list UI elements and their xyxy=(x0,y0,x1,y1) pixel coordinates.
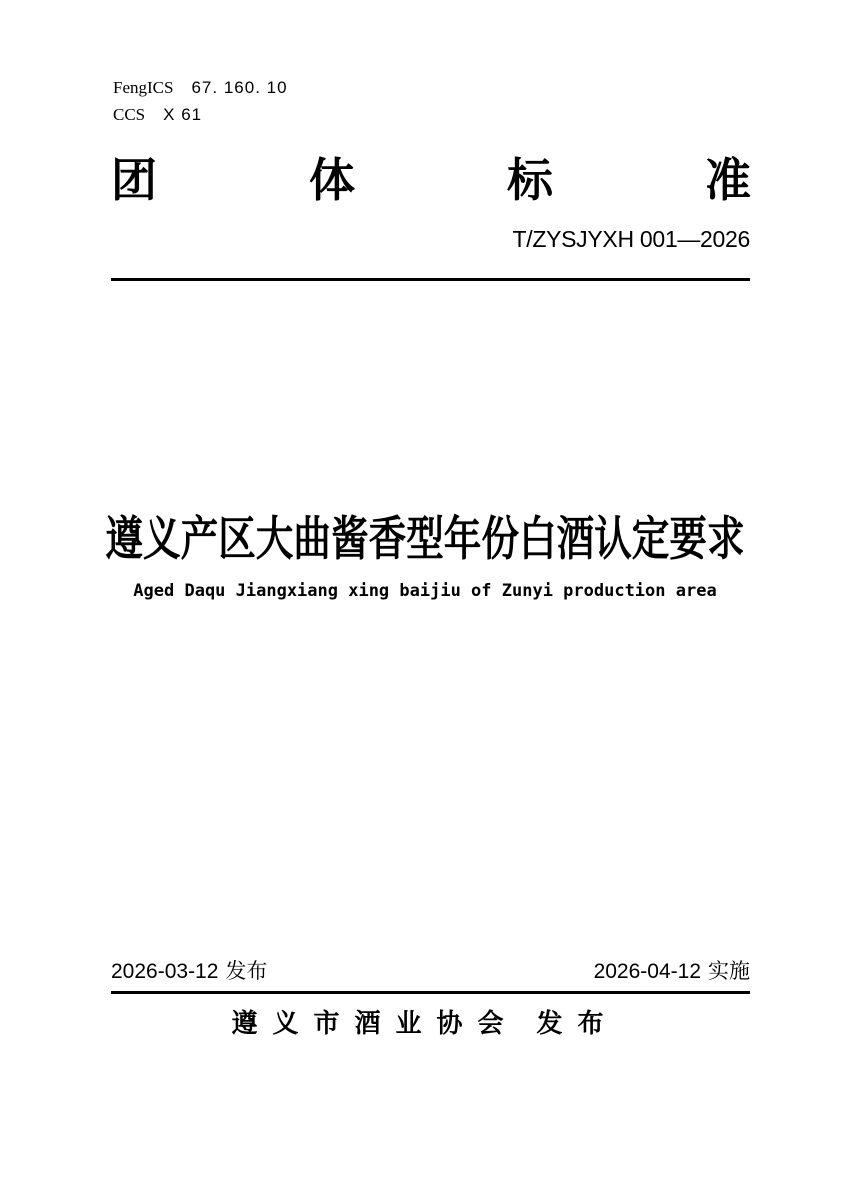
ccs-label: CCS xyxy=(113,105,146,124)
dates-row xyxy=(111,955,750,985)
issue-date-label: 发布 xyxy=(225,960,268,983)
doc-type-char-3: 标 xyxy=(507,154,553,206)
document-title-chinese: 遵义产区大曲酱香型年份白酒认定要求 xyxy=(105,512,745,565)
issue-date: 2026-03-12 xyxy=(111,960,219,983)
document-title-english: Aged Daqu Jiangxiang xing baijiu of Zunyi production area xyxy=(133,581,717,601)
top-rule xyxy=(111,278,750,281)
ics-label: FengICS xyxy=(113,78,174,97)
doc-type-char-1: 团 xyxy=(111,154,157,206)
issue-date-block xyxy=(111,955,267,985)
publisher-name: 遵义市酒业协会 xyxy=(231,1008,519,1038)
implement-date-block xyxy=(594,955,750,985)
ccs-code-line xyxy=(113,105,202,124)
bottom-rule xyxy=(111,991,750,994)
standard-number: T/ZYSJYXH 001—2026 xyxy=(512,226,750,252)
publisher-line xyxy=(0,1003,850,1040)
implement-date-label: 实施 xyxy=(708,960,750,983)
implement-date: 2026-04-12 xyxy=(593,960,701,983)
doc-type-char-2: 体 xyxy=(309,154,355,206)
ics-code-value: 67. 160. 10 xyxy=(191,78,288,97)
doc-type-char-4: 准 xyxy=(705,154,751,206)
ccs-code-value: X 61 xyxy=(163,105,203,124)
publisher-action: 发布 xyxy=(536,1008,619,1038)
doc-type-heading xyxy=(111,152,751,210)
ics-code-line xyxy=(113,78,288,97)
